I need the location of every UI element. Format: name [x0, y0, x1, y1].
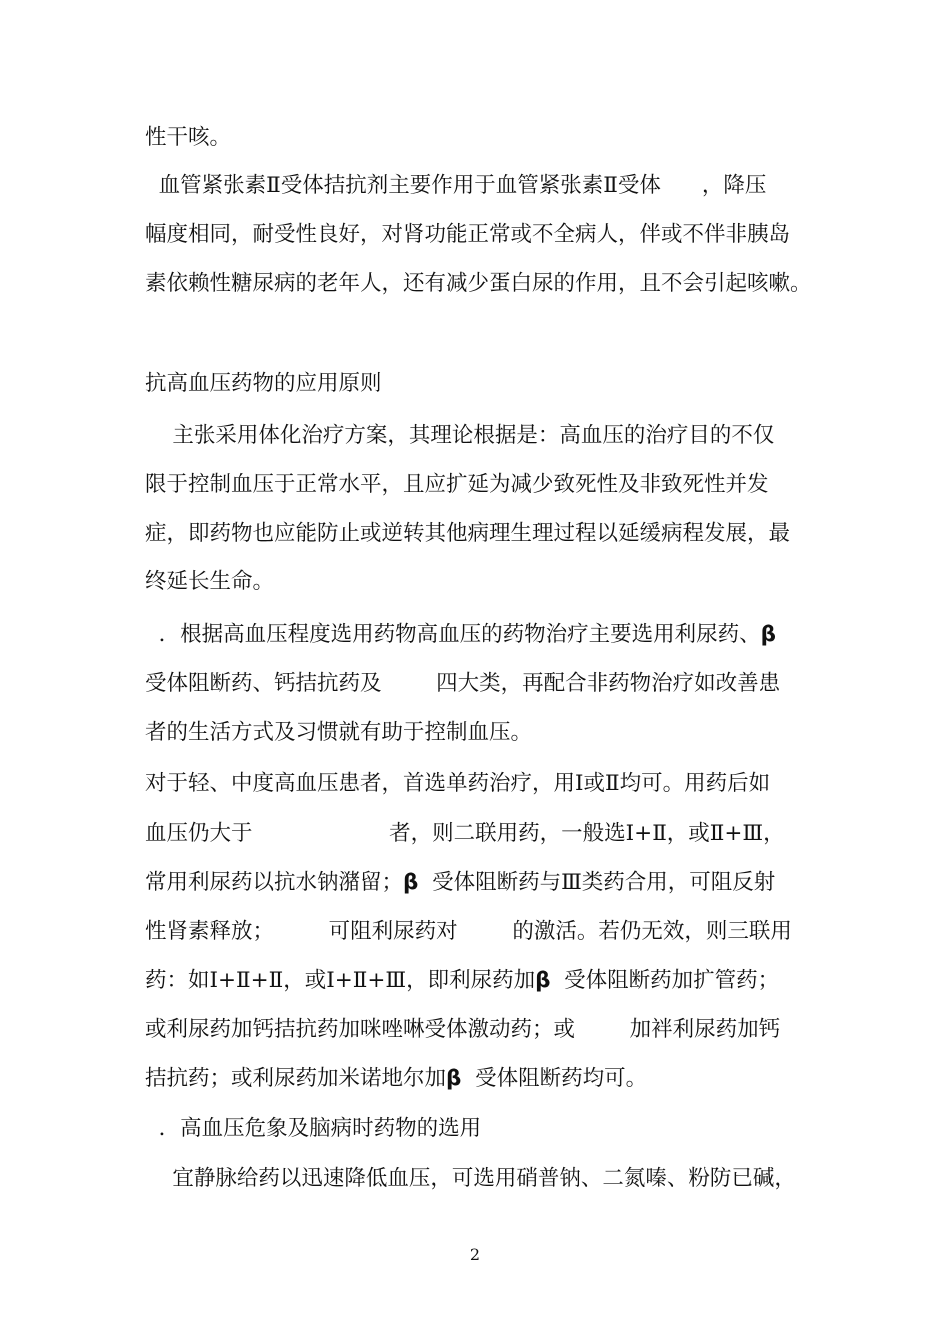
beta-symbol: β: [760, 622, 777, 647]
page-number: 2: [469, 1245, 481, 1264]
text-line: 或利尿药加钙拮抗药加咪唑啉受体激动药；或 加袢利尿药加钙: [145, 1017, 781, 1042]
text-line: ．根据高血压程度选用药物高血压的药物治疗主要选用利尿药、β: [145, 622, 777, 647]
text-line: 者的生活方式及习惯就有助于控制血压。: [145, 720, 533, 745]
text-line: 幅度相同，耐受性良好，对肾功能正常或不全病人，伴或不伴非胰岛: [145, 222, 791, 247]
text-line: 药：如Ⅰ+Ⅱ+Ⅱ，或Ⅰ+Ⅱ+Ⅲ，即利尿药加β 受体阻断药加扩管药；: [145, 968, 780, 993]
beta-symbol: β: [403, 870, 419, 895]
text-line: 终延长生命。: [145, 569, 275, 594]
text-line: 限于控制血压于正常水平，且应扩延为减少致死性及非致死性并发: [145, 472, 769, 497]
text-line: 素依赖性糖尿病的老年人，还有减少蛋白尿的作用，且不会引起咳嗽。: [145, 271, 812, 296]
text-line: 宜静脉给药以迅速降低血压，可选用硝普钠、二氮嗪、粉防已碱，: [145, 1166, 796, 1191]
text-line: 症，即药物也应能防止或逆转其他病理生理过程以延缓病程发展，最: [145, 521, 791, 546]
text-line: 受体阻断药、钙拮抗药及 四大类，再配合非药物治疗如改善患: [145, 671, 781, 696]
text-line: 血压仍大于 者，则二联用药，一般选Ⅰ+Ⅱ，或Ⅱ+Ⅲ，: [145, 821, 785, 846]
text-line: 血管紧张素Ⅱ受体拮抗剂主要作用于血管紧张素Ⅱ受体 ，降压: [145, 173, 767, 198]
beta-symbol: β: [535, 968, 551, 993]
text-line: 对于轻、中度高血压患者，首选单药治疗，用Ⅰ或Ⅱ均可。用药后如: [145, 771, 771, 796]
text-line: 性干咳。: [145, 125, 232, 150]
text-line: ．高血压危象及脑病时药物的选用: [145, 1116, 482, 1141]
section-heading: 抗高血压药物的应用原则: [145, 371, 382, 396]
text-line: 常用利尿药以抗水钠潴留；β 受体阻断药与Ⅲ类药合用，可阻反射: [145, 870, 776, 895]
text-line: 主张采用体化治疗方案，其理论根据是：高血压的治疗目的不仅: [145, 423, 775, 448]
text-line: 性肾素释放； 可阻利尿药对 的激活。若仍无效，则三联用: [145, 919, 792, 944]
text-line: 拮抗药；或利尿药加米诺地尔加β 受体阻断药均可。: [145, 1066, 648, 1091]
beta-symbol: β: [446, 1066, 462, 1091]
